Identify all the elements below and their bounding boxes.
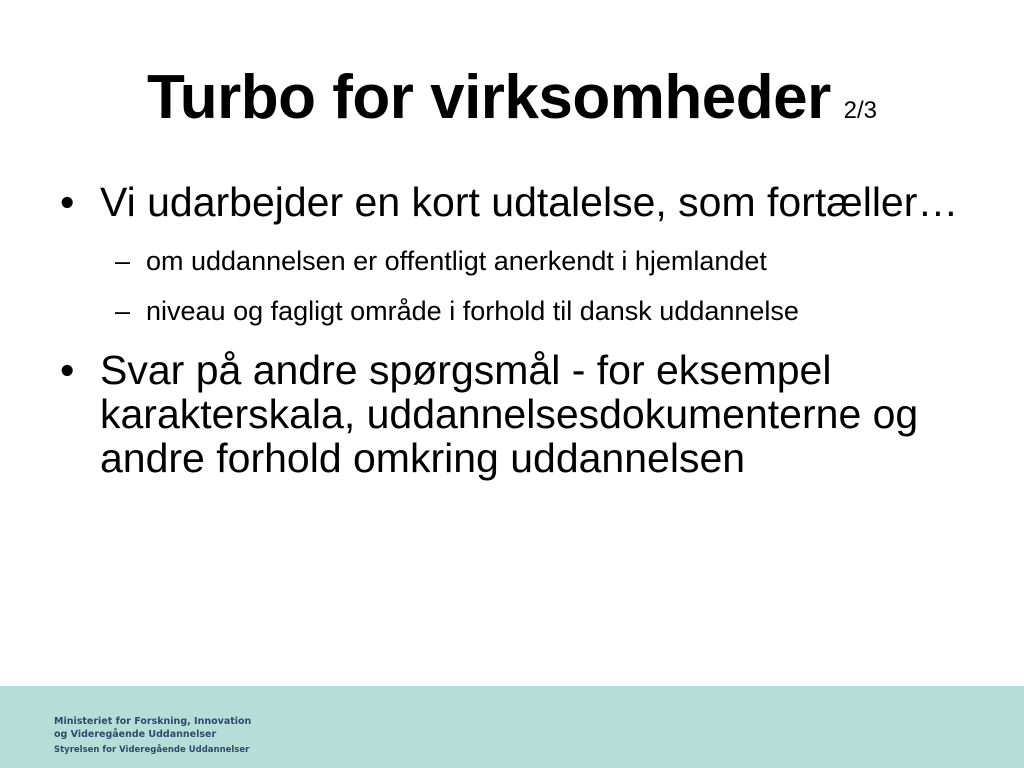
bullet-icon: • [60,179,75,225]
sub-bullet-text: niveau og fagligt område i forhold til dansk uddannelse [146,296,799,326]
footer-band [0,686,1024,768]
dash-icon: – [115,296,131,326]
sub-bullet-text: om uddannelsen er offentligt anerkendt i hjemlandet [146,246,767,276]
bullet-text: Vi udarbejder en kort udtalelse, som fortæller… [100,179,959,225]
footer-ministry-line-2: og Videregående Uddannelser [54,729,217,740]
bullet-item [0,180,1024,224]
bullet-icon: • [60,347,75,393]
page-indicator: 2/3 [843,97,877,124]
bullet-item [0,348,1024,480]
slide-title [0,58,1024,151]
sub-bullet-item [0,246,1024,276]
dash-icon: – [115,246,131,276]
bullet-text: Svar på andre spørgsmål - for eksempel karakterskala, uddannelsesdokumenterne og andre forhold omkring uddannelsen [100,347,919,481]
slide-title-text: Turbo for virksomheder [146,63,831,132]
bullet-list [0,180,1024,480]
sub-bullet-item [0,296,1024,326]
footer-ministry-line-1: Ministeriet for Forskning, Innovation [54,716,252,727]
footer-agency-line: Styrelsen for Videregående Uddannelser [54,745,250,755]
